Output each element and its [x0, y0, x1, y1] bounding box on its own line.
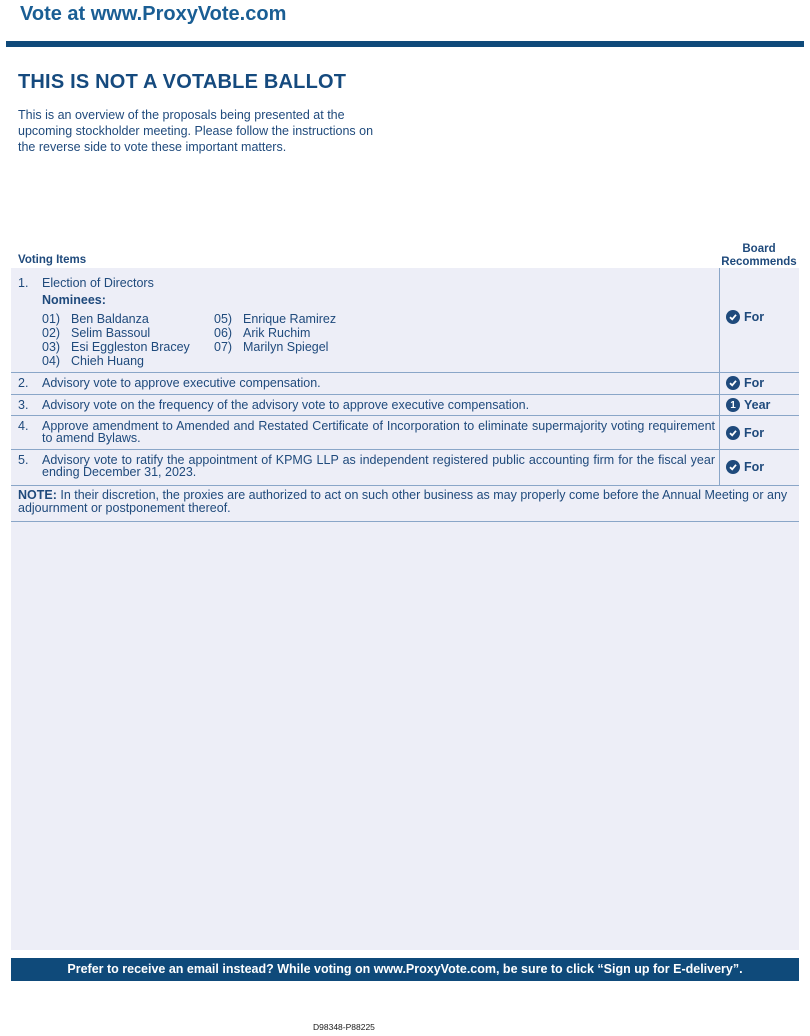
- e-delivery-banner: Prefer to receive an email instead? While voting on www.ProxyVote.com, be sure to click “Sign up for E-delivery”.: [11, 958, 799, 981]
- nominee-number: 04): [42, 354, 61, 368]
- board-recommends-line1: Board: [742, 243, 776, 255]
- nominee: [42, 340, 190, 354]
- nominee: [42, 354, 190, 368]
- recommendation-label: Year: [744, 398, 771, 412]
- item-text: Advisory vote to approve executive compensation.: [42, 376, 321, 390]
- nominee-number: 01): [42, 312, 61, 326]
- nominee: [214, 340, 336, 354]
- nominee-number: 02): [42, 326, 61, 340]
- board-recommendation-cell: [719, 416, 799, 449]
- voting-item-row: [11, 395, 799, 416]
- voting-items-header: Voting Items: [18, 254, 87, 266]
- nominees-column-left: [42, 312, 190, 368]
- board-recommendation: [726, 460, 764, 474]
- item-number: 5.: [18, 453, 29, 467]
- board-recommendation-cell: [719, 268, 799, 372]
- nominee-name: Marilyn Spiegel: [243, 340, 329, 354]
- item-number: 1.: [18, 276, 29, 290]
- header-divider: [6, 41, 804, 47]
- intro-line: the reverse side to vote these important matters.: [18, 140, 287, 154]
- nominee: [42, 312, 190, 326]
- board-recommendation-cell: [719, 450, 799, 485]
- nominee: [214, 312, 336, 326]
- document-code: D98348-P88225: [313, 1022, 375, 1032]
- board-recommendation-cell: [719, 395, 799, 415]
- board-recommendation-cell: [719, 373, 799, 394]
- recommendation-label: For: [744, 310, 765, 324]
- nominee-name: Enrique Ramirez: [243, 312, 337, 326]
- intro-paragraph: [18, 107, 398, 155]
- recommendation-label: For: [744, 460, 765, 474]
- board-recommendation: [726, 310, 764, 324]
- board-recommendation: [726, 398, 770, 412]
- nominee-number: 05): [214, 312, 233, 326]
- nominees-label: Nominees:: [42, 293, 106, 307]
- nominee: [42, 326, 190, 340]
- item-number: 3.: [18, 398, 29, 412]
- voting-item-row: [11, 416, 799, 450]
- board-recommendation: [726, 376, 764, 390]
- voting-item-row: [11, 450, 799, 486]
- nominees-column-right: [214, 312, 336, 354]
- ballot-heading: THIS IS NOT A VOTABLE BALLOT: [18, 71, 347, 93]
- item-text: Advisory vote to ratify the appointment of KPMG LLP as independent registered public accounting firm for the fiscal year ending December 31, 2023.: [42, 453, 715, 479]
- note-text: In their discretion, the proxies are authorized to act on such other business as may properly come before the Annual Meeting or any adjournment or postponement thereof.: [18, 488, 788, 515]
- item-number: 4.: [18, 419, 29, 433]
- check-circle-icon: [726, 310, 740, 324]
- nominee-name: Esi Eggleston Bracey: [71, 340, 190, 354]
- nominee-number: 06): [214, 326, 233, 340]
- check-circle-icon: [726, 376, 740, 390]
- nominee-number: 07): [214, 340, 233, 354]
- board-recommendation: [726, 426, 764, 440]
- item-text: Approve amendment to Amended and Restated Certificate of Incorporation to eliminate supermajority voting requirement to amend Bylaws.: [42, 419, 715, 445]
- number-one-circle-icon: 1: [726, 398, 740, 412]
- check-circle-icon: [726, 426, 740, 440]
- nominee-number: 03): [42, 340, 61, 354]
- nominee: [214, 326, 336, 340]
- voting-item-row: [11, 373, 799, 395]
- nominee-name: Chieh Huang: [71, 354, 144, 368]
- header-title: Vote at www.ProxyVote.com: [20, 3, 287, 25]
- nominee-name: Arik Ruchim: [243, 326, 311, 340]
- item-text: Election of Directors: [42, 276, 154, 290]
- item-number: 2.: [18, 376, 29, 390]
- item-text: Advisory vote on the frequency of the advisory vote to approve executive compensation.: [42, 398, 530, 412]
- note-row: [11, 486, 799, 522]
- note-label: NOTE:: [18, 488, 57, 502]
- recommendation-label: For: [744, 426, 765, 440]
- recommendation-label: For: [744, 376, 765, 390]
- intro-line: upcoming stockholder meeting. Please follow the instructions on: [18, 124, 374, 138]
- nominee-name: Selim Bassoul: [71, 326, 151, 340]
- board-recommends-line2: Recommends: [721, 256, 797, 268]
- voting-item-row: [11, 268, 799, 373]
- check-circle-icon: [726, 460, 740, 474]
- board-recommends-header: [718, 243, 800, 269]
- intro-line: This is an overview of the proposals being presented at the: [18, 108, 345, 122]
- nominee-name: Ben Baldanza: [71, 312, 149, 326]
